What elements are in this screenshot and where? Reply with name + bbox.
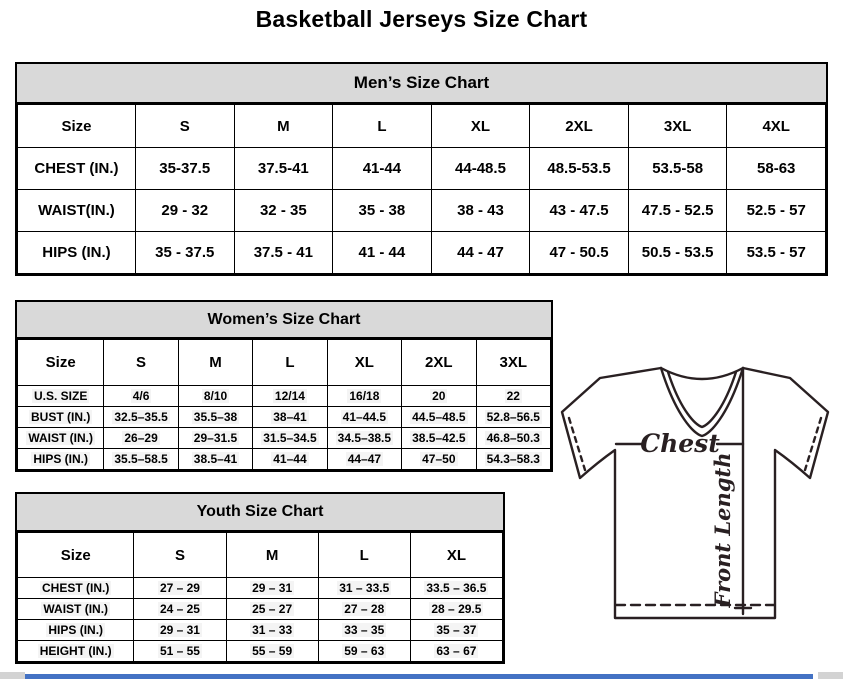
table-row — [18, 578, 503, 599]
size-range-cell: 24 – 25 — [134, 599, 226, 620]
column-header: S — [135, 105, 234, 148]
table-row — [18, 641, 503, 662]
size-range-cell: 47 - 50.5 — [530, 232, 629, 274]
size-range-cell: 16/18 — [327, 386, 401, 407]
size-range-cell: 27 – 28 — [318, 599, 410, 620]
size-corner-header: Size — [18, 340, 104, 386]
size-range-cell: 63 – 67 — [410, 641, 502, 662]
size-range-cell: 35 – 37 — [410, 620, 502, 641]
mens-chart-header: Men’s Size Chart — [17, 64, 826, 104]
column-header: S — [134, 533, 226, 578]
size-range-cell: 33.5 – 36.5 — [410, 578, 502, 599]
table-row — [18, 620, 503, 641]
size-range-cell: 59 – 63 — [318, 641, 410, 662]
size-range-cell: 33 – 35 — [318, 620, 410, 641]
table-row — [18, 190, 826, 232]
jersey-measurement-diagram — [558, 358, 840, 628]
size-range-cell: 32.5–35.5 — [104, 407, 178, 428]
column-header: XL — [327, 340, 401, 386]
youth-size-table — [17, 532, 503, 662]
table-row — [18, 449, 551, 470]
size-range-cell: 51 – 55 — [134, 641, 226, 662]
size-range-cell: 43 - 47.5 — [530, 190, 629, 232]
size-range-cell: 37.5 - 41 — [234, 232, 333, 274]
collar-inner-v — [668, 372, 736, 427]
row-label: HIPS (IN.) — [18, 620, 134, 641]
table-row — [18, 407, 551, 428]
size-range-cell: 44 - 47 — [431, 232, 530, 274]
column-header: L — [253, 340, 327, 386]
row-label: HIPS (IN.) — [18, 449, 104, 470]
womens-size-chart — [15, 300, 553, 472]
size-range-cell: 48.5-53.5 — [530, 148, 629, 190]
size-range-cell: 35 - 38 — [333, 190, 432, 232]
size-corner-header: Size — [18, 533, 134, 578]
column-header: XL — [410, 533, 502, 578]
scrollbar-left-button[interactable] — [0, 672, 25, 679]
size-range-cell: 29–31.5 — [178, 428, 252, 449]
womens-chart-header: Women’s Size Chart — [17, 302, 551, 339]
size-range-cell: 31.5–34.5 — [253, 428, 327, 449]
size-range-cell: 38–41 — [253, 407, 327, 428]
size-range-cell: 41 - 44 — [333, 232, 432, 274]
table-row — [18, 386, 551, 407]
row-label: CHEST (IN.) — [18, 148, 136, 190]
size-corner-header: Size — [18, 105, 136, 148]
column-header: M — [178, 340, 252, 386]
size-range-cell: 38.5–41 — [178, 449, 252, 470]
column-header: 3XL — [476, 340, 550, 386]
size-range-cell: 8/10 — [178, 386, 252, 407]
jersey-outline — [562, 368, 828, 618]
size-range-cell: 25 – 27 — [226, 599, 318, 620]
column-header: L — [318, 533, 410, 578]
collar-back-curve — [661, 368, 743, 379]
size-range-cell: 46.8–50.3 — [476, 428, 550, 449]
size-range-cell: 31 – 33 — [226, 620, 318, 641]
size-range-cell: 54.3–58.3 — [476, 449, 550, 470]
mens-size-chart — [15, 62, 828, 276]
mens-size-table — [17, 104, 826, 274]
column-header: M — [226, 533, 318, 578]
column-header: S — [104, 340, 178, 386]
size-range-cell: 12/14 — [253, 386, 327, 407]
page-title: Basketball Jerseys Size Chart — [255, 6, 588, 32]
youth-header-row — [18, 533, 503, 578]
row-label: CHEST (IN.) — [18, 578, 134, 599]
size-range-cell: 26–29 — [104, 428, 178, 449]
size-range-cell: 34.5–38.5 — [327, 428, 401, 449]
size-range-cell: 52.5 - 57 — [727, 190, 826, 232]
size-range-cell: 31 – 33.5 — [318, 578, 410, 599]
column-header: XL — [431, 105, 530, 148]
size-range-cell: 20 — [402, 386, 476, 407]
row-label: U.S. SIZE — [18, 386, 104, 407]
front-length-label: Front Length — [710, 452, 735, 608]
size-range-cell: 32 - 35 — [234, 190, 333, 232]
size-range-cell: 35.5–58.5 — [104, 449, 178, 470]
row-label: HEIGHT (IN.) — [18, 641, 134, 662]
column-header: 3XL — [628, 105, 727, 148]
row-label: BUST (IN.) — [18, 407, 104, 428]
size-range-cell: 44.5–48.5 — [402, 407, 476, 428]
size-range-cell: 37.5-41 — [234, 148, 333, 190]
row-label: WAIST (IN.) — [18, 599, 134, 620]
size-range-cell: 44-48.5 — [431, 148, 530, 190]
horizontal-scrollbar[interactable] — [0, 671, 843, 679]
scrollbar-thumb[interactable] — [25, 674, 813, 679]
size-range-cell: 22 — [476, 386, 550, 407]
youth-size-chart — [15, 492, 505, 664]
row-label: WAIST (IN.) — [18, 428, 104, 449]
size-range-cell: 55 – 59 — [226, 641, 318, 662]
table-row — [18, 428, 551, 449]
table-row — [18, 232, 826, 274]
scrollbar-right-button[interactable] — [818, 672, 843, 679]
chest-label: Chest — [640, 429, 720, 458]
size-range-cell: 29 – 31 — [226, 578, 318, 599]
size-range-cell: 53.5 - 57 — [727, 232, 826, 274]
size-range-cell: 29 - 32 — [135, 190, 234, 232]
womens-size-table — [17, 339, 551, 470]
size-range-cell: 58-63 — [727, 148, 826, 190]
size-range-cell: 53.5-58 — [628, 148, 727, 190]
column-header: L — [333, 105, 432, 148]
size-range-cell: 27 – 29 — [134, 578, 226, 599]
size-range-cell: 47.5 - 52.5 — [628, 190, 727, 232]
column-header: 2XL — [530, 105, 629, 148]
size-range-cell: 52.8–56.5 — [476, 407, 550, 428]
row-label: WAIST(IN.) — [18, 190, 136, 232]
size-range-cell: 41-44 — [333, 148, 432, 190]
size-range-cell: 38.5–42.5 — [402, 428, 476, 449]
column-header: 4XL — [727, 105, 826, 148]
womens-header-row — [18, 340, 551, 386]
column-header: 2XL — [402, 340, 476, 386]
table-row — [18, 599, 503, 620]
youth-chart-header: Youth Size Chart — [17, 494, 503, 532]
row-label: HIPS (IN.) — [18, 232, 136, 274]
size-range-cell: 4/6 — [104, 386, 178, 407]
size-range-cell: 41–44.5 — [327, 407, 401, 428]
size-range-cell: 35-37.5 — [135, 148, 234, 190]
size-range-cell: 41–44 — [253, 449, 327, 470]
size-range-cell: 44–47 — [327, 449, 401, 470]
size-range-cell: 38 - 43 — [431, 190, 530, 232]
size-range-cell: 35 - 37.5 — [135, 232, 234, 274]
size-range-cell: 47–50 — [402, 449, 476, 470]
mens-header-row — [18, 105, 826, 148]
size-range-cell: 29 – 31 — [134, 620, 226, 641]
table-row — [18, 148, 826, 190]
size-range-cell: 28 – 29.5 — [410, 599, 502, 620]
column-header: M — [234, 105, 333, 148]
size-range-cell: 50.5 - 53.5 — [628, 232, 727, 274]
size-range-cell: 35.5–38 — [178, 407, 252, 428]
